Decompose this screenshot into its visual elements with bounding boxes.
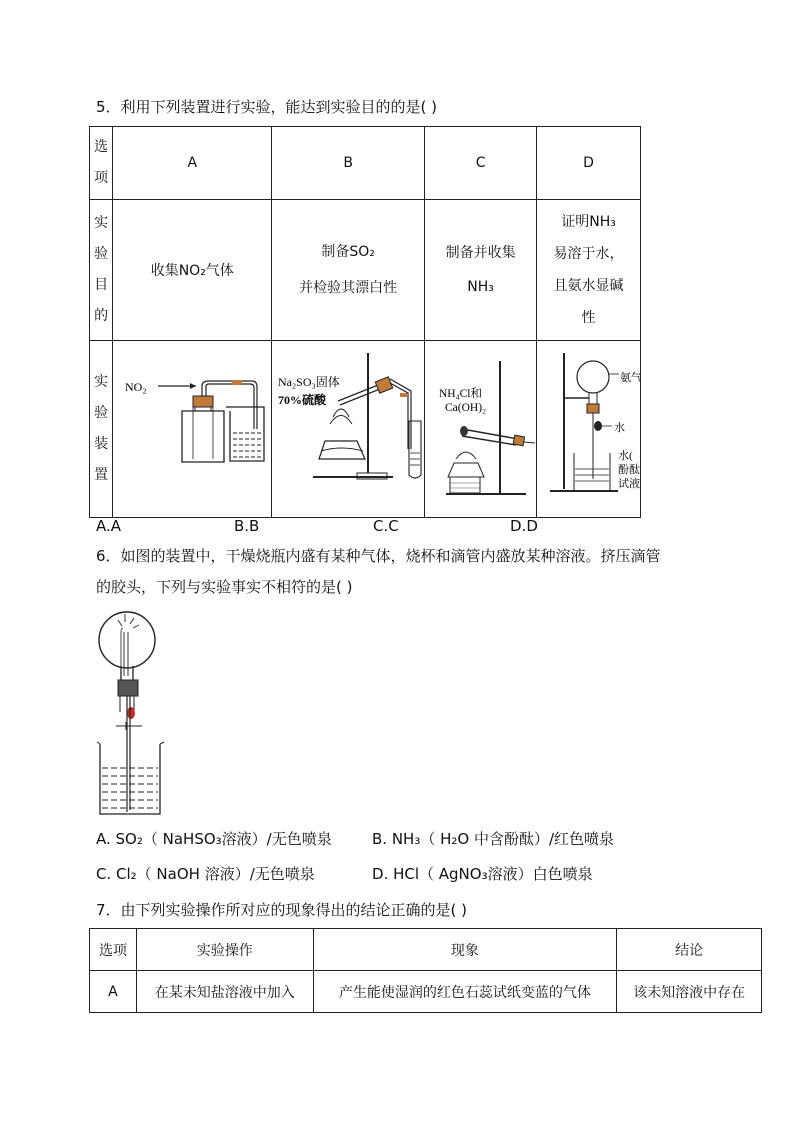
q5-table <box>89 126 641 518</box>
q7-cell-option: A <box>90 971 137 1013</box>
q7-table <box>89 928 762 1013</box>
q7-header-option: 选项 <box>90 929 137 971</box>
q5-purpose-row <box>90 200 641 341</box>
label-b-reagent2: 70%硫酸 <box>277 393 326 407</box>
q5-purpose-a: 收集NO₂气体 <box>113 200 272 341</box>
q6-option-b[interactable]: B. NH₃（ H₂O 中含酚酞）/红色喷泉 <box>372 830 615 848</box>
round-flask <box>99 612 155 668</box>
q6-stem-line1: 6．如图的装置中，干燥烧瓶内盛有某种气体，烧杯和滴管内盛放某种溶液。挤压滴管 <box>96 547 661 565</box>
label-d-beaker1: 水( <box>617 450 633 462</box>
q7-header-row <box>90 929 762 971</box>
dropper-bulb <box>127 707 135 719</box>
q5-col-b: B <box>272 127 425 200</box>
q5-purpose-label: 实 验 目 的 <box>90 200 113 341</box>
q7-row-a <box>90 971 762 1013</box>
q6-stem-line2: 的胶头，下列与实验事实不相符的是( ) <box>96 578 353 596</box>
q6-option-c[interactable]: C. Cl₂（ NaOH 溶液）/无色喷泉 <box>96 865 315 883</box>
q5-purpose-c: 制备并收集 NH₃ <box>425 200 537 341</box>
q7-cell-operation: 在某未知盐溶液中加入 <box>136 971 313 1013</box>
apparatus-b-diagram <box>273 341 424 513</box>
q5-apparatus-c <box>425 341 537 518</box>
fountain-spray <box>118 614 139 628</box>
q5-answer-d[interactable]: D.D <box>510 517 538 535</box>
q5-header-label: 选 项 <box>90 127 113 200</box>
q5-purpose-d: 证明NH₃ 易溶于水， 且氨水显碱 性 <box>537 200 641 341</box>
q6-option-d[interactable]: D. HCl（ AgNO₃溶液）白色喷泉 <box>372 865 593 883</box>
q5-col-a: A <box>113 127 272 200</box>
q5-header-row <box>90 127 641 200</box>
q5-apparatus-d <box>537 341 641 518</box>
q7-cell-phenomenon: 产生能使湿润的红色石蕊试纸变蓝的气体 <box>313 971 617 1013</box>
q5-answer-c[interactable]: C.C <box>373 517 399 535</box>
q7-cell-conclusion: 该未知溶液中存在 <box>617 971 762 1013</box>
q5-stem: 5．利用下列装置进行实验，能达到实验目的的是( ) <box>96 98 438 116</box>
apparatus-a-diagram <box>114 341 271 513</box>
label-c-reagent1: NH₄Cl和 <box>438 388 482 400</box>
q7-header-conclusion: 结论 <box>617 929 762 971</box>
label-d-water: 水 <box>613 422 625 434</box>
q7-header-phenomenon: 现象 <box>313 929 617 971</box>
q5-purpose-b: 制备SO₂ 并检验其漂白性 <box>272 200 425 341</box>
q5-col-d: D <box>537 127 641 200</box>
label-d-beaker3: 试液 <box>617 478 640 490</box>
q5-answer-b[interactable]: B.B <box>234 517 260 535</box>
label-d-beaker2: 酚酞 <box>617 464 640 476</box>
q5-apparatus-a <box>113 341 272 518</box>
apparatus-d-diagram <box>538 341 640 513</box>
q5-col-c: C <box>425 127 537 200</box>
q7-stem: 7．由下列实验操作所对应的现象得出的结论正确的是( ) <box>96 901 468 919</box>
q6-option-a[interactable]: A. SO₂（ NaHSO₃溶液）/无色喷泉 <box>96 830 332 848</box>
q5-apparatus-b <box>272 341 425 518</box>
stopper <box>118 680 138 696</box>
apparatus-c-diagram <box>426 341 536 513</box>
q7-header-operation: 实验操作 <box>136 929 313 971</box>
q5-apparatus-label: 实 验 装 置 <box>90 341 113 518</box>
label-c-reagent2: Ca(OH)₂ <box>444 402 486 414</box>
fountain-apparatus-diagram <box>94 604 174 820</box>
label-no2: NO₂ <box>124 380 147 394</box>
label-d-gas: 氨气 <box>619 372 640 384</box>
q5-answer-a[interactable]: A.A <box>96 517 122 535</box>
label-b-reagent1: Na₂SO₃固体 <box>277 375 340 389</box>
q5-apparatus-row <box>90 341 641 518</box>
